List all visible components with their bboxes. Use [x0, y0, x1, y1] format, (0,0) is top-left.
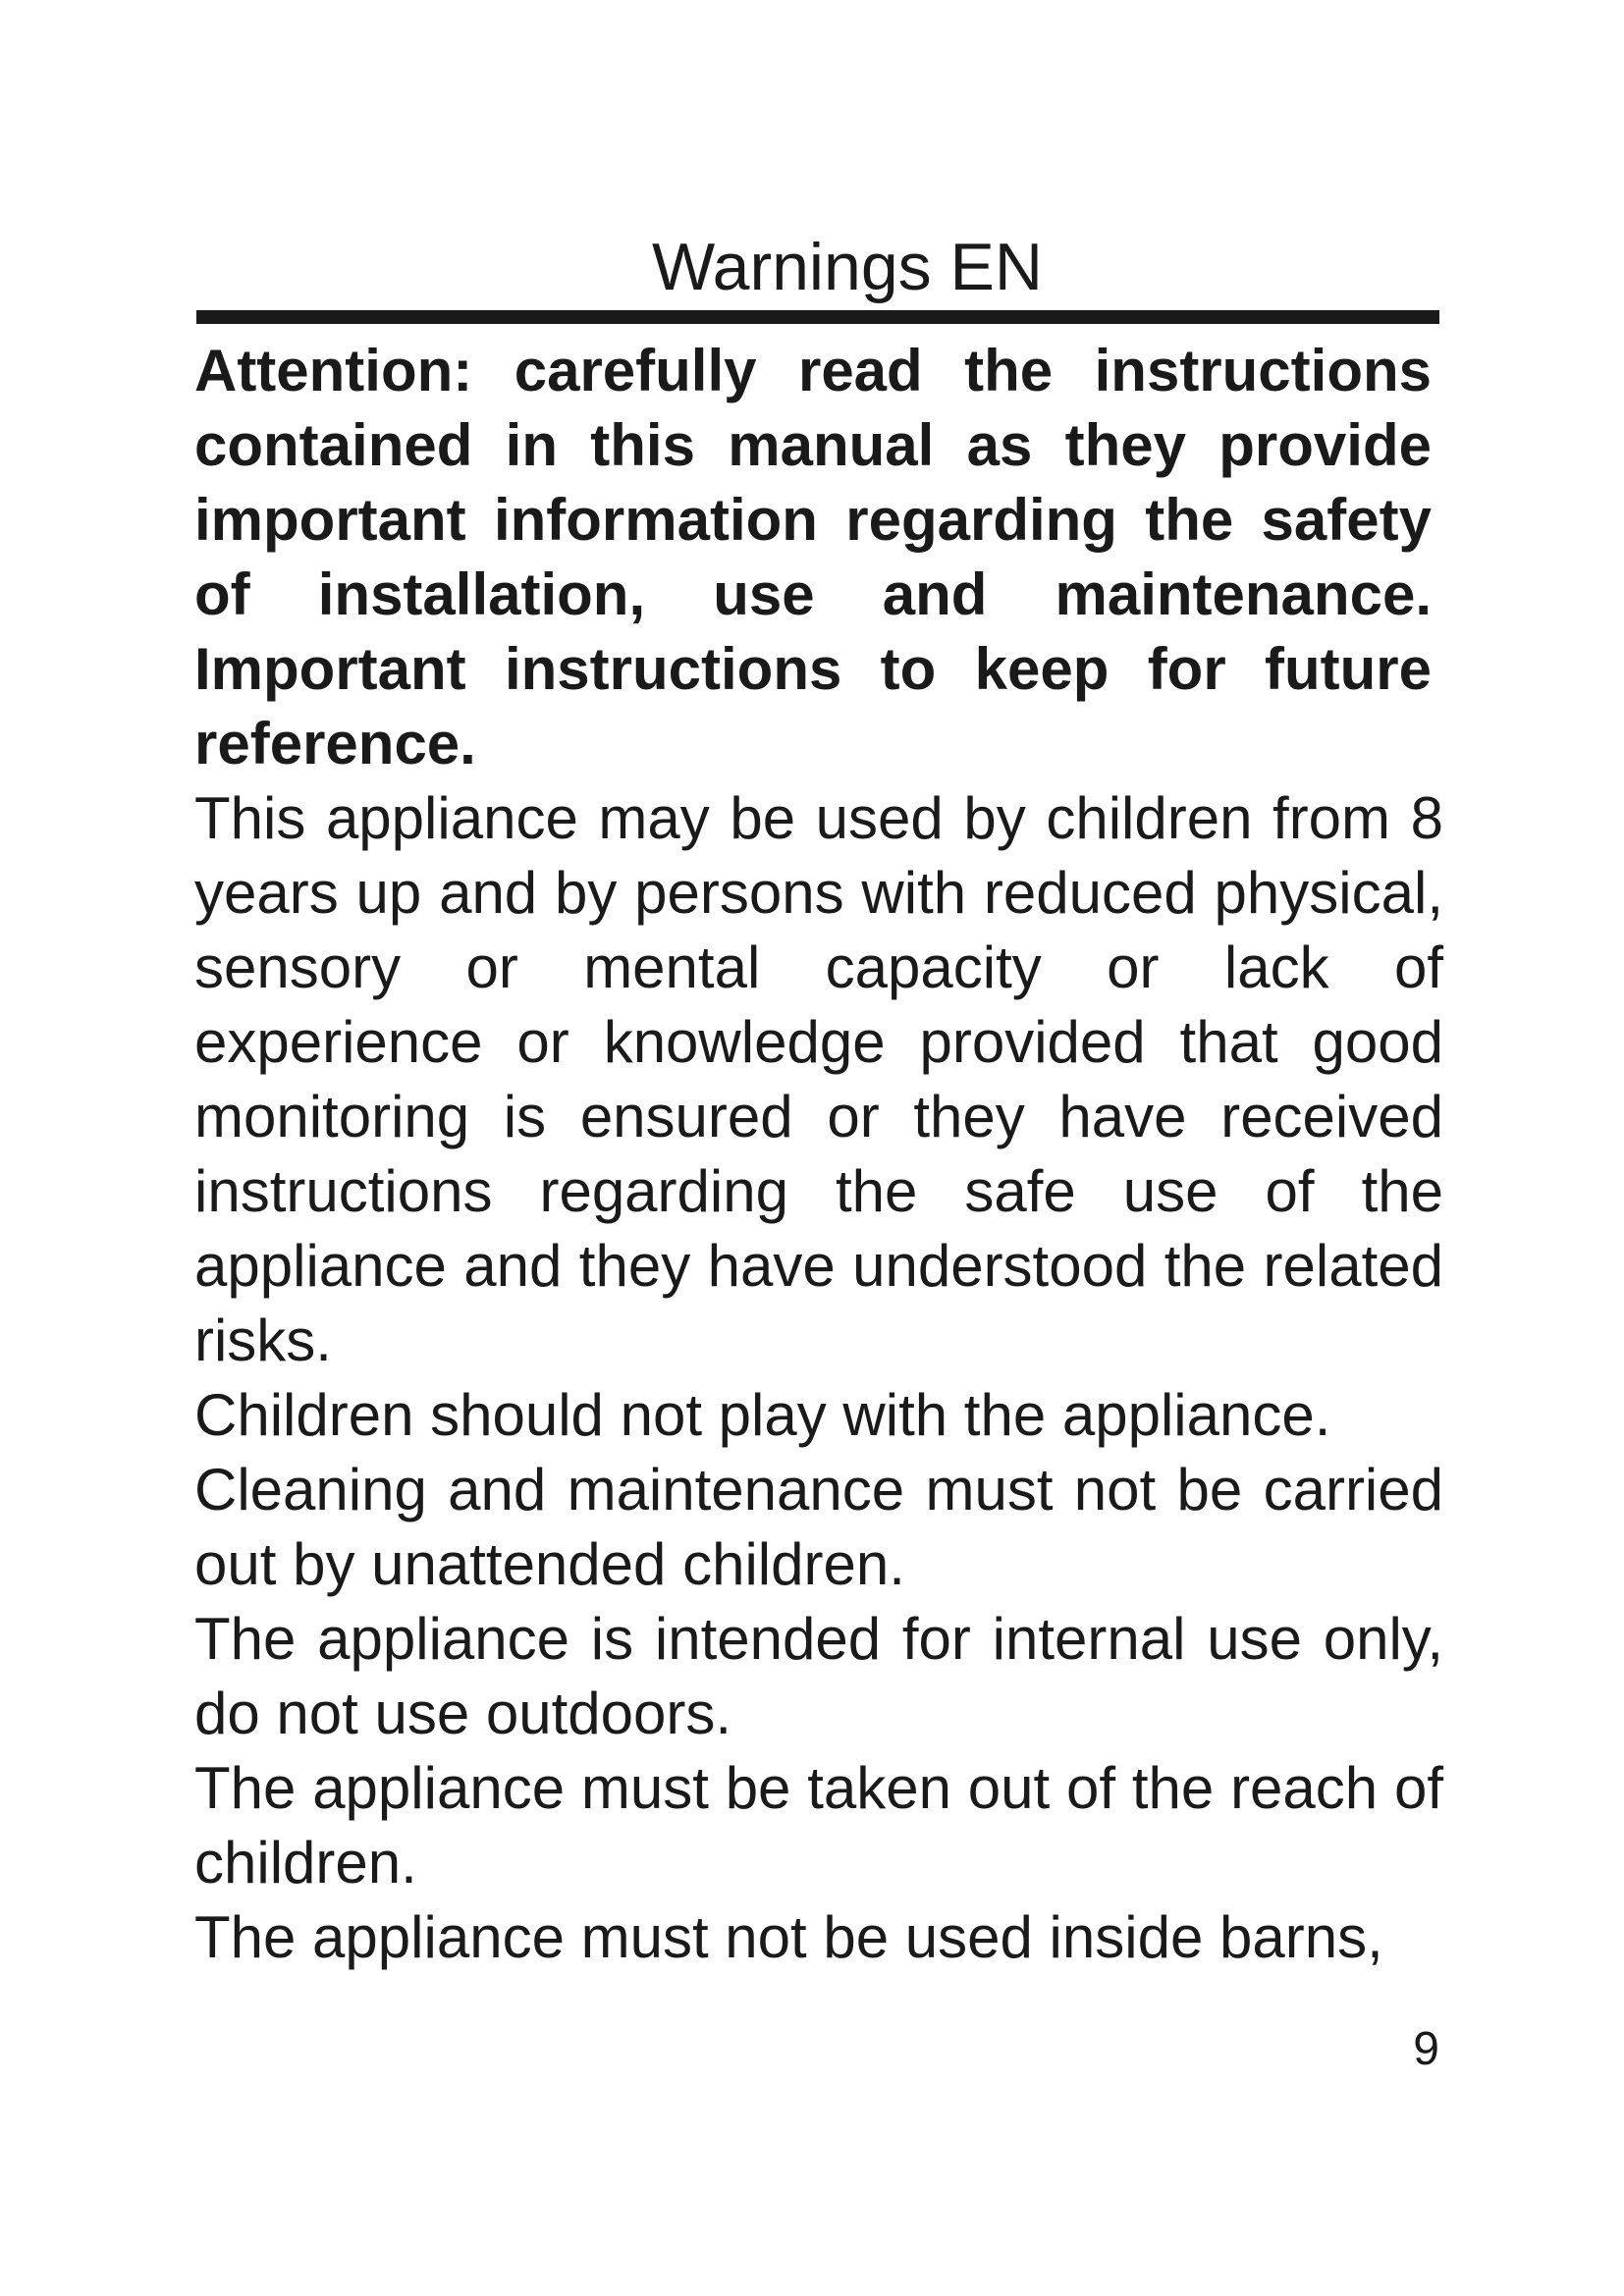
title-divider [196, 310, 1439, 324]
page-number: 9 [1413, 2023, 1439, 2075]
paragraph-usage-by-children: This appliance may be used by children from 8 years up and by persons with reduced physical, sensory or mental capacity or lack of experience or knowledge provided that good monitoring is ensured or they have received instructions regarding the safe use of the appliance and they have understood the related risks. [194, 785, 1443, 1373]
paragraph-internal-use: The appliance is intended for internal use only, do not use outdoors. [194, 1606, 1443, 1746]
paragraph-barns: The appliance must not be used inside barns, [194, 1904, 1383, 1970]
paragraph-cleaning: Cleaning and maintenance must not be carried out by unattended children. [194, 1457, 1443, 1597]
page-title: Warnings EN [651, 230, 1044, 304]
page-content [194, 334, 1451, 1975]
paragraph-reach-of-children: The appliance must be taken out of the reach of children. [194, 1755, 1443, 1896]
paragraph-no-play: Children should not play with the appliance. [194, 1382, 1331, 1448]
attention-notice: Attention: carefully read the instructions contained in this manual as they provide important information regarding the safety of installation, use and maintenance. Important instructions to keep for future reference. [194, 338, 1432, 776]
